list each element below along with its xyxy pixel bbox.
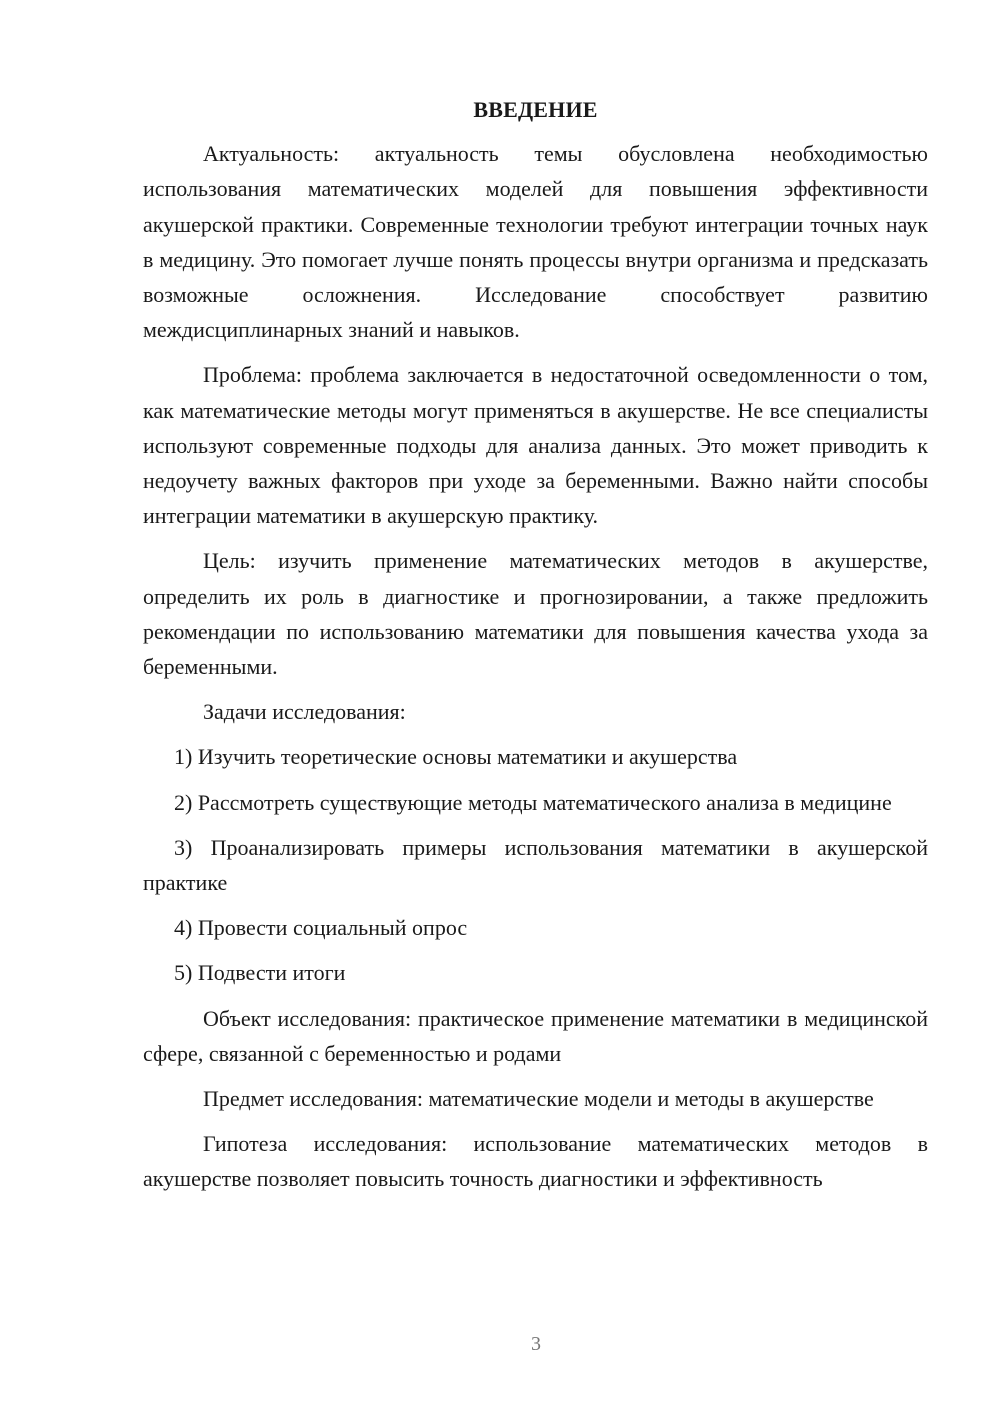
paragraph-hypothesis: Гипотеза исследования: использование математических методов в акушерстве позволяет повысить точность диагностики и эффективность xyxy=(143,1131,928,1192)
paragraph-goal: Цель: изучить применение математических методов в акушерстве, определить их роль в диагностике и прогнозировании, а также предложить рекомендации по использованию математики для повышения качества ухода за беременными. xyxy=(143,548,928,680)
paragraph-object: Объект исследования: практическое применение математики в медицинской сфере, связанной с беременностью и родами xyxy=(143,1005,928,1066)
paragraph-subject: Предмет исследования: математические модели и методы в акушерстве xyxy=(203,1086,874,1112)
task-item: 3) Проанализировать примеры использования математики в акушерской практике xyxy=(143,834,928,896)
section-heading: ВВЕДЕНИЕ xyxy=(473,97,598,122)
page-number: 3 xyxy=(531,1333,541,1355)
paragraph-tasks-intro: Задачи исследования: xyxy=(203,699,406,725)
document-page xyxy=(143,92,928,1207)
task-item: 5) Подвести итоги xyxy=(174,960,346,986)
paragraph-relevance: Актуальность: актуальность темы обусловлена необходимостью использования математических моделей для повышения эффективности акушерской практики. Современные технологии требуют интеграции точных наук в медицину. Это помогает лучше понять процессы внутри организма и предсказать возможные осложнения. Исследование способствует развитию междисциплинарных знаний и навыков. xyxy=(143,141,928,343)
task-item: 4) Провести социальный опрос xyxy=(174,915,468,941)
task-item: 1) Изучить теоретические основы математики и акушерства xyxy=(174,744,738,770)
paragraph-problem: Проблема: проблема заключается в недостаточной осведомленности о том, как математические методы могут применяться в акушерстве. Не все специалисты используют современные подходы для анализа данных. Это может приводить к недоучету важных факторов при уходе за беременными. Важно найти способы интеграции математики в акушерскую практику. xyxy=(143,362,928,529)
task-item: 2) Рассмотреть существующие методы математического анализа в медицине xyxy=(174,789,892,815)
